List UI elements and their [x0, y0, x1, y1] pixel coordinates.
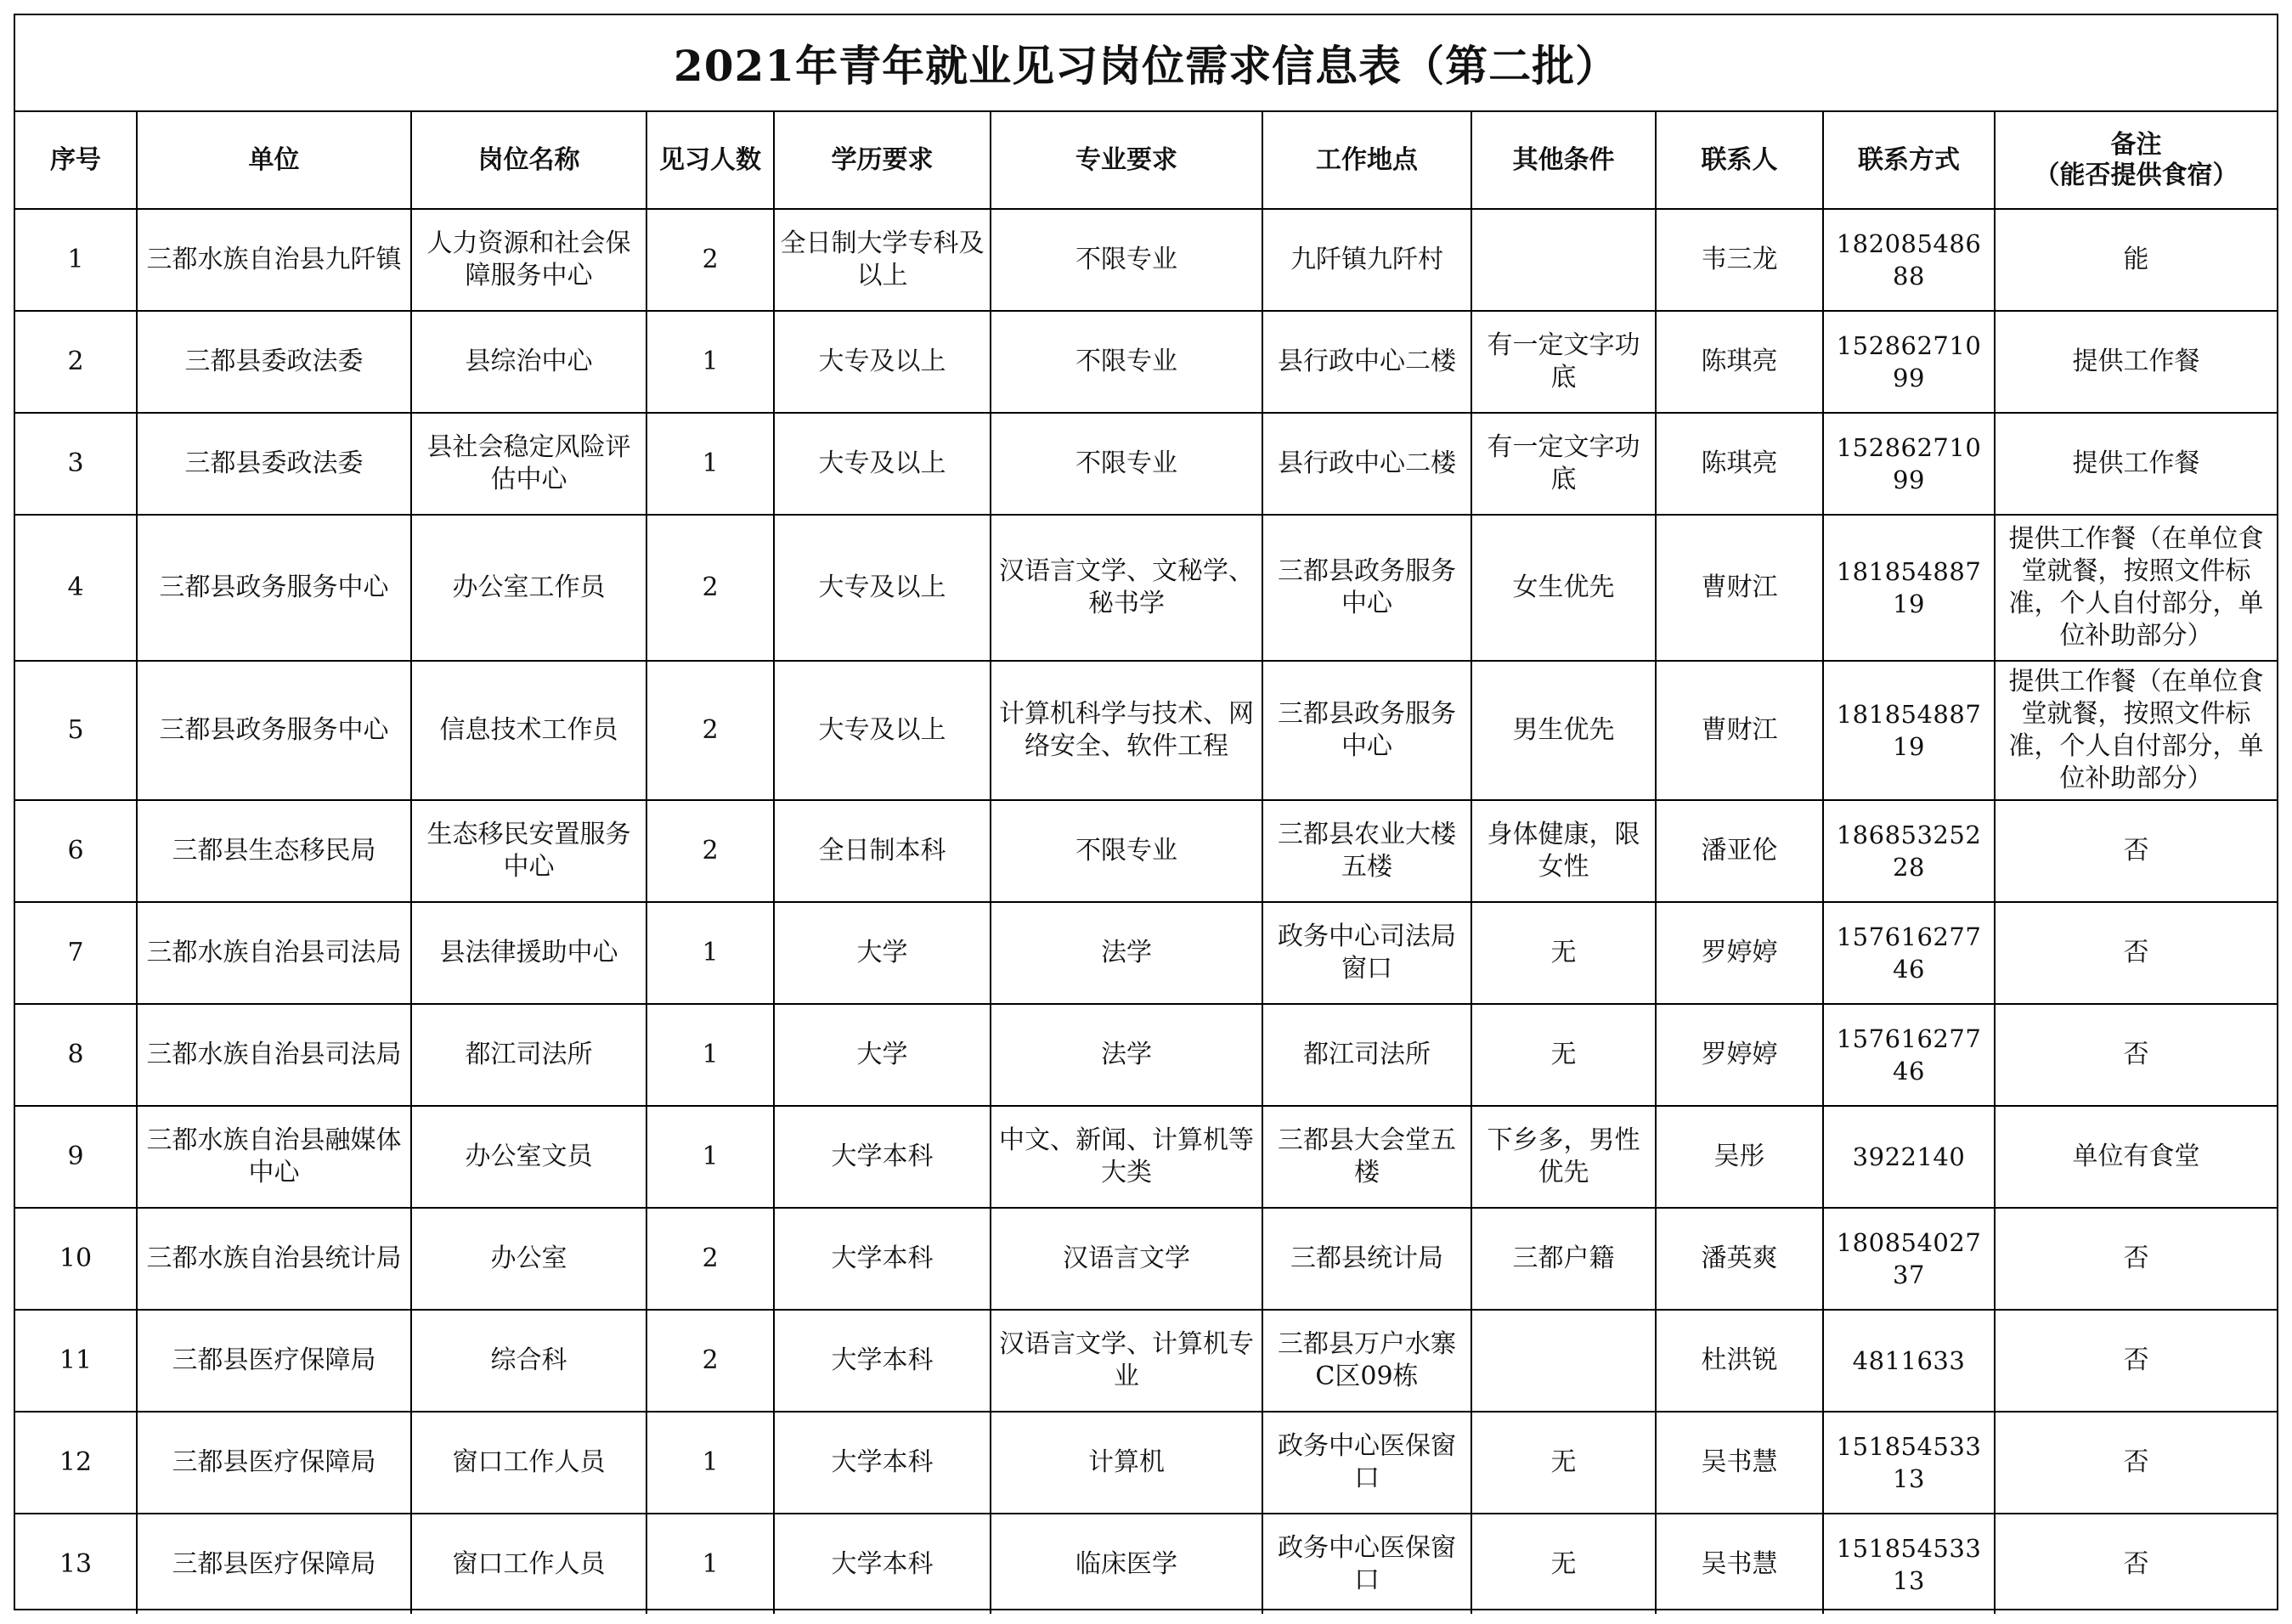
cell-education: 大学本科: [774, 1412, 991, 1514]
cell-seq: 10: [15, 1208, 137, 1310]
cell-count: 1: [646, 413, 774, 515]
cell-phone: 15761627746: [1823, 902, 1995, 1004]
table-row: [15, 1514, 2277, 1614]
cell-education: 大学本科: [774, 1208, 991, 1310]
table-row: [15, 1106, 2277, 1208]
cell-position: 信息技术工作员: [411, 661, 646, 800]
cell-location: 政务中心司法局窗口: [1262, 902, 1471, 1004]
header-other: 其他条件: [1471, 112, 1656, 209]
cell-position: 综合科: [411, 1310, 646, 1412]
cell-education: 大学: [774, 902, 991, 1004]
cell-phone: 3922140: [1823, 1106, 1995, 1208]
cell-location: 政务中心医保窗口: [1262, 1412, 1471, 1514]
cell-location: 三都县政务服务中心: [1262, 661, 1471, 800]
cell-position: 办公室文员: [411, 1106, 646, 1208]
cell-major: 法学: [991, 1004, 1262, 1106]
cell-phone: 15185453313: [1823, 1514, 1995, 1614]
cell-phone: 15185453313: [1823, 1412, 1995, 1514]
cell-major: 法学: [991, 902, 1262, 1004]
cell-education: 大学本科: [774, 1106, 991, 1208]
table-row: [15, 1310, 2277, 1412]
cell-count: 2: [646, 1310, 774, 1412]
cell-location: 九阡镇九阡村: [1262, 209, 1471, 311]
cell-remark: 否: [1995, 1208, 2277, 1310]
cell-position: 县社会稳定风险评估中心: [411, 413, 646, 515]
cell-remark: 否: [1995, 1514, 2277, 1614]
cell-seq: 12: [15, 1412, 137, 1514]
cell-phone: 18208548688: [1823, 209, 1995, 311]
cell-remark: 提供工作餐: [1995, 413, 2277, 515]
cell-count: 1: [646, 311, 774, 413]
cell-major: 计算机科学与技术、网络安全、软件工程: [991, 661, 1262, 800]
cell-count: 1: [646, 1412, 774, 1514]
cell-contact: 吴彤: [1656, 1106, 1823, 1208]
table-row: [15, 515, 2277, 661]
cell-contact: 吴书慧: [1656, 1412, 1823, 1514]
cell-count: 2: [646, 800, 774, 902]
cell-count: 1: [646, 1514, 774, 1614]
cell-contact: 韦三龙: [1656, 209, 1823, 311]
cell-education: 大学本科: [774, 1310, 991, 1412]
header-remark: [1995, 112, 2277, 209]
cell-major: 汉语言文学: [991, 1208, 1262, 1310]
cell-other: [1471, 209, 1656, 311]
cell-major: 汉语言文学、文秘学、秘书学: [991, 515, 1262, 661]
cell-count: 2: [646, 209, 774, 311]
cell-contact: 曹财江: [1656, 661, 1823, 800]
header-remark-line1: 备注: [2110, 129, 2162, 160]
cell-position: 都江司法所: [411, 1004, 646, 1106]
cell-location: 县行政中心二楼: [1262, 413, 1471, 515]
cell-unit: 三都水族自治县司法局: [137, 1004, 411, 1106]
cell-seq: 8: [15, 1004, 137, 1106]
cell-contact: 曹财江: [1656, 515, 1823, 661]
cell-other: 有一定文字功底: [1471, 311, 1656, 413]
cell-education: 大专及以上: [774, 661, 991, 800]
cell-phone: 18185488719: [1823, 515, 1995, 661]
cell-major: 不限专业: [991, 311, 1262, 413]
cell-position: 县综治中心: [411, 311, 646, 413]
cell-contact: 吴书慧: [1656, 1514, 1823, 1614]
cell-phone: 18185488719: [1823, 661, 1995, 800]
cell-other: 无: [1471, 1412, 1656, 1514]
table-row: [15, 661, 2277, 800]
page-title: 2021年青年就业见习岗位需求信息表（第二批）: [15, 15, 2277, 112]
cell-education: 全日制本科: [774, 800, 991, 902]
cell-education: 全日制大学专科及以上: [774, 209, 991, 311]
cell-unit: 三都县医疗保障局: [137, 1310, 411, 1412]
cell-major: 不限专业: [991, 800, 1262, 902]
cell-location: 三都县大会堂五楼: [1262, 1106, 1471, 1208]
cell-position: 窗口工作人员: [411, 1514, 646, 1614]
cell-other: 女生优先: [1471, 515, 1656, 661]
cell-position: 办公室: [411, 1208, 646, 1310]
cell-position: 办公室工作员: [411, 515, 646, 661]
cell-unit: 三都县政务服务中心: [137, 661, 411, 800]
cell-seq: 1: [15, 209, 137, 311]
document-sheet: [14, 14, 2278, 1610]
cell-count: 1: [646, 1106, 774, 1208]
cell-seq: 2: [15, 311, 137, 413]
cell-seq: 7: [15, 902, 137, 1004]
positions-table: [15, 112, 2277, 1614]
cell-contact: 罗婷婷: [1656, 902, 1823, 1004]
header-position: 岗位名称: [411, 112, 646, 209]
header-phone: 联系方式: [1823, 112, 1995, 209]
cell-seq: 13: [15, 1514, 137, 1614]
cell-other: 有一定文字功底: [1471, 413, 1656, 515]
cell-remark: 能: [1995, 209, 2277, 311]
cell-other: 无: [1471, 1004, 1656, 1106]
cell-location: 三都县统计局: [1262, 1208, 1471, 1310]
cell-phone: 15286271099: [1823, 311, 1995, 413]
cell-phone: 18685325228: [1823, 800, 1995, 902]
cell-other: 男生优先: [1471, 661, 1656, 800]
header-unit: 单位: [137, 112, 411, 209]
table-row: [15, 1004, 2277, 1106]
cell-major: 不限专业: [991, 413, 1262, 515]
cell-remark: 否: [1995, 1412, 2277, 1514]
cell-position: 生态移民安置服务中心: [411, 800, 646, 902]
header-seq: 序号: [15, 112, 137, 209]
cell-other: 三都户籍: [1471, 1208, 1656, 1310]
header-count: 见习人数: [646, 112, 774, 209]
cell-seq: 6: [15, 800, 137, 902]
cell-phone: 15761627746: [1823, 1004, 1995, 1106]
cell-major: 中文、新闻、计算机等大类: [991, 1106, 1262, 1208]
cell-seq: 4: [15, 515, 137, 661]
header-education: 学历要求: [774, 112, 991, 209]
cell-other: 无: [1471, 1514, 1656, 1614]
cell-remark: 提供工作餐（在单位食堂就餐，按照文件标准，个人自付部分，单位补助部分）: [1995, 515, 2277, 661]
cell-unit: 三都县委政法委: [137, 311, 411, 413]
cell-seq: 3: [15, 413, 137, 515]
cell-unit: 三都水族自治县九阡镇: [137, 209, 411, 311]
table-row: [15, 902, 2277, 1004]
cell-major: 计算机: [991, 1412, 1262, 1514]
cell-contact: 潘亚伦: [1656, 800, 1823, 902]
header-contact: 联系人: [1656, 112, 1823, 209]
cell-location: 县行政中心二楼: [1262, 311, 1471, 413]
cell-contact: 杜洪锐: [1656, 1310, 1823, 1412]
cell-location: 三都县农业大楼五楼: [1262, 800, 1471, 902]
cell-other: 下乡多，男性优先: [1471, 1106, 1656, 1208]
cell-education: 大专及以上: [774, 311, 991, 413]
cell-contact: 罗婷婷: [1656, 1004, 1823, 1106]
table-row: [15, 1412, 2277, 1514]
cell-education: 大专及以上: [774, 515, 991, 661]
cell-contact: 潘英爽: [1656, 1208, 1823, 1310]
cell-phone: 4811633: [1823, 1310, 1995, 1412]
cell-education: 大学本科: [774, 1514, 991, 1614]
cell-other: 身体健康，限女性: [1471, 800, 1656, 902]
cell-count: 2: [646, 1208, 774, 1310]
cell-major: 临床医学: [991, 1514, 1262, 1614]
cell-unit: 三都县委政法委: [137, 413, 411, 515]
cell-unit: 三都县政务服务中心: [137, 515, 411, 661]
table-row: [15, 311, 2277, 413]
cell-unit: 三都水族自治县司法局: [137, 902, 411, 1004]
cell-count: 1: [646, 1004, 774, 1106]
cell-seq: 5: [15, 661, 137, 800]
cell-remark: 否: [1995, 1310, 2277, 1412]
cell-count: 2: [646, 515, 774, 661]
cell-other: 无: [1471, 902, 1656, 1004]
cell-position: 窗口工作人员: [411, 1412, 646, 1514]
cell-remark: 提供工作餐: [1995, 311, 2277, 413]
table-row: [15, 1208, 2277, 1310]
cell-contact: 陈琪亮: [1656, 311, 1823, 413]
cell-major: 不限专业: [991, 209, 1262, 311]
cell-seq: 9: [15, 1106, 137, 1208]
cell-education: 大专及以上: [774, 413, 991, 515]
cell-phone: 15286271099: [1823, 413, 1995, 515]
cell-position: 县法律援助中心: [411, 902, 646, 1004]
cell-location: 三都县政务服务中心: [1262, 515, 1471, 661]
table-row: [15, 800, 2277, 902]
table-header-row: [15, 112, 2277, 209]
header-major: 专业要求: [991, 112, 1262, 209]
cell-remark: 否: [1995, 1004, 2277, 1106]
cell-other: [1471, 1310, 1656, 1412]
cell-contact: 陈琪亮: [1656, 413, 1823, 515]
header-remark-line2: （能否提供食宿）: [2034, 160, 2238, 190]
cell-unit: 三都水族自治县统计局: [137, 1208, 411, 1310]
cell-unit: 三都县生态移民局: [137, 800, 411, 902]
cell-remark: 单位有食堂: [1995, 1106, 2277, 1208]
cell-count: 2: [646, 661, 774, 800]
cell-remark: 否: [1995, 800, 2277, 902]
cell-seq: 11: [15, 1310, 137, 1412]
cell-phone: 18085402737: [1823, 1208, 1995, 1310]
cell-education: 大学: [774, 1004, 991, 1106]
table-row: [15, 413, 2277, 515]
cell-unit: 三都水族自治县融媒体中心: [137, 1106, 411, 1208]
header-location: 工作地点: [1262, 112, 1471, 209]
cell-position: 人力资源和社会保障服务中心: [411, 209, 646, 311]
cell-remark: 提供工作餐（在单位食堂就餐，按照文件标准，个人自付部分，单位补助部分）: [1995, 661, 2277, 800]
cell-remark: 否: [1995, 902, 2277, 1004]
cell-location: 三都县万户水寨C区09栋: [1262, 1310, 1471, 1412]
cell-unit: 三都县医疗保障局: [137, 1412, 411, 1514]
cell-location: 都江司法所: [1262, 1004, 1471, 1106]
cell-unit: 三都县医疗保障局: [137, 1514, 411, 1614]
table-row: [15, 209, 2277, 311]
cell-count: 1: [646, 902, 774, 1004]
cell-location: 政务中心医保窗口: [1262, 1514, 1471, 1614]
cell-major: 汉语言文学、计算机专业: [991, 1310, 1262, 1412]
